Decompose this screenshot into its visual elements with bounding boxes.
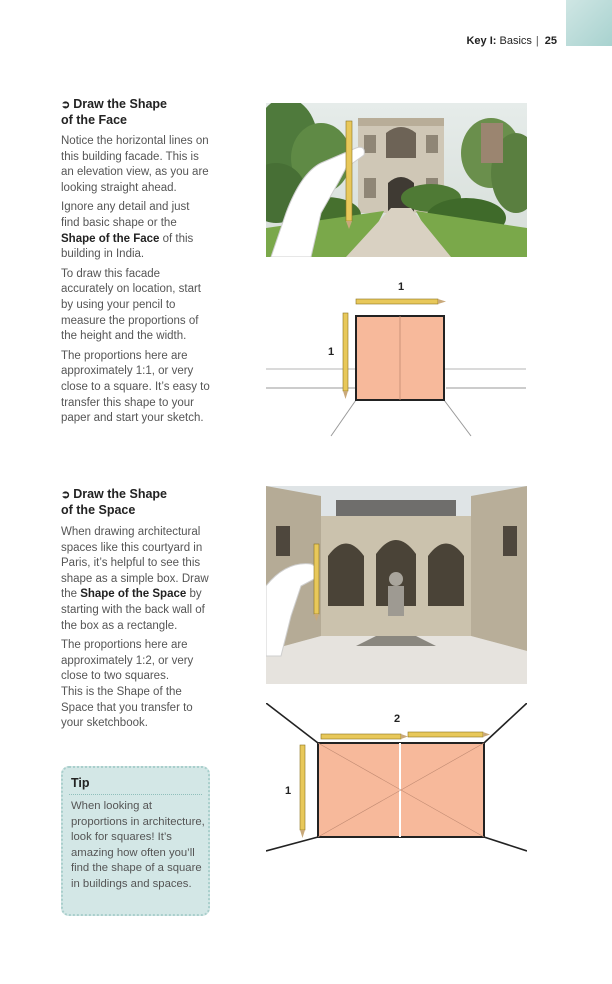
section1-heading	[61, 97, 167, 128]
face-proportion-diagram	[266, 278, 526, 438]
shape-of-space-term: Shape of the Space	[80, 588, 187, 601]
section1-paragraph: To draw this facade accurately on location, start by using your pencil to measure the proportions of the height and the width.	[61, 267, 201, 343]
diagram2-width-label: 2	[394, 713, 401, 725]
tip-text: When looking at proportions in architecture, look for squares! It’s amazing how often you’ll find the shape of a square in buildings and spaces.	[71, 800, 205, 890]
chapter-key: Key I:	[466, 35, 497, 47]
india-building-photo	[266, 103, 527, 257]
section2-paragraph: The proportions here are approximately 1:2, or very close to two squares.	[61, 639, 194, 683]
tip-box	[61, 766, 210, 916]
section1-body	[61, 134, 211, 431]
section1-paragraph: Notice the horizontal lines on this building facade. This is an elevation view, as you are looking straight ahead.	[61, 135, 209, 194]
section2-paragraph: When drawing architectural spaces like this courtyard in Paris, it’s helpful to see this shape as a simple box. Draw the Shape of the Space by starting with the back wall of the box as a rectangle.	[61, 526, 209, 632]
diagram1-width-label: 1	[398, 281, 405, 293]
section2-title-line1: Draw the Shape	[73, 487, 167, 501]
diagram2-height-label: 1	[285, 785, 292, 797]
corner-tab	[566, 0, 612, 46]
section1-paragraph: Ignore any detail and just find basic shape or the Shape of the Face of this building in India.	[61, 201, 194, 261]
arrow-icon: ➲	[61, 99, 71, 111]
section2-paragraph: This is the Shape of the Space that you transfer to your sketchbook.	[61, 685, 193, 730]
section2-body	[61, 525, 211, 736]
header-separator: |	[535, 35, 539, 47]
diagram1-height-label: 1	[328, 346, 335, 358]
section2-title-line2: of the Space	[61, 503, 136, 517]
section2-heading	[61, 487, 167, 518]
space-proportion-diagram	[266, 703, 527, 856]
section1-title-line2: of the Face	[61, 113, 127, 127]
section1-title-line1: Draw the Shape	[73, 97, 167, 111]
arrow-icon: ➲	[61, 489, 71, 501]
tip-title: Tip	[71, 776, 90, 790]
tip-divider	[69, 794, 202, 795]
paris-courtyard-photo	[266, 486, 527, 684]
chapter-section: Basics	[499, 35, 532, 47]
section1-paragraph: The proportions here are approximately 1:1, or very close to a square. It’s easy to transfer this shape to your paper and start your sketch.	[61, 349, 210, 425]
running-head	[466, 35, 557, 47]
page-number: 25	[544, 35, 557, 47]
shape-of-face-term: Shape of the Face	[61, 232, 160, 245]
